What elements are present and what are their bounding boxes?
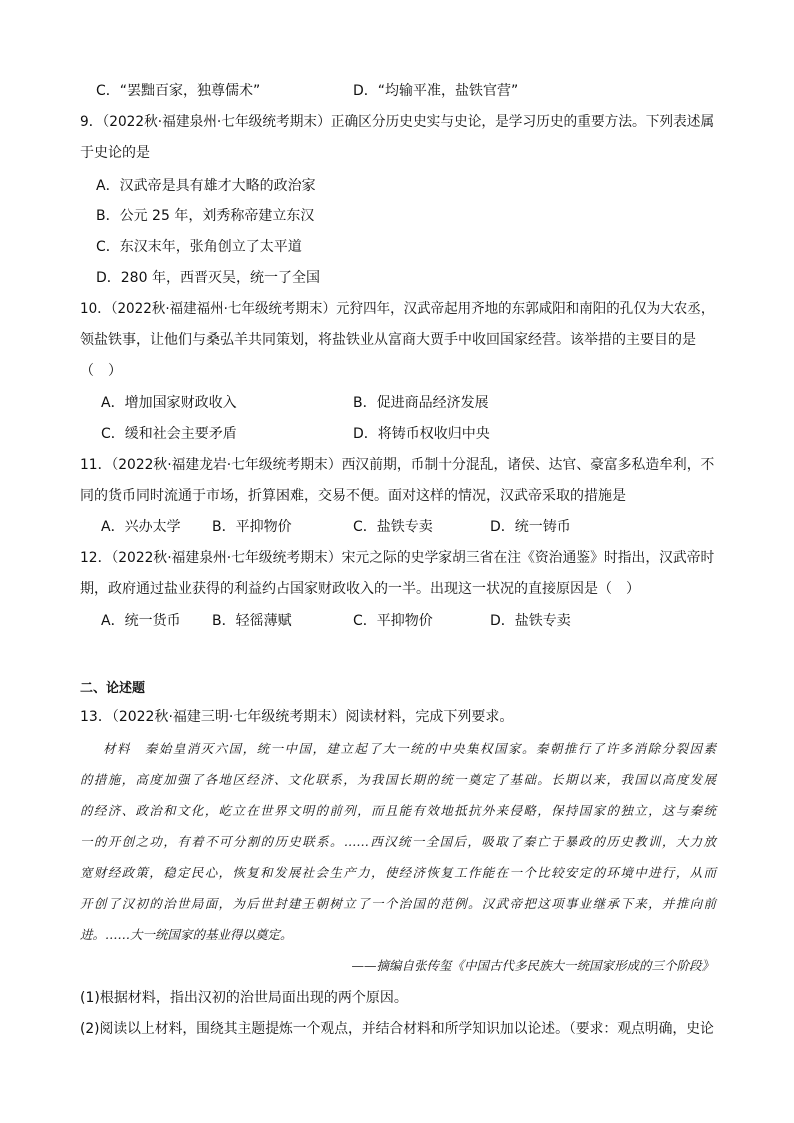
material-line: 一的开创之功，有着不可分割的历史联系。……西汉统一全国后，吸取了秦亡于暴政的历史教训，大力放: [80, 834, 716, 849]
q11-option-c: C．盐铁专卖: [353, 519, 433, 535]
q12-option-d: D．盐铁专卖: [490, 613, 571, 629]
q9-option-a: A．汉武帝是具有雄才大略的政治家: [96, 178, 316, 194]
subquestion-2: (2)阅读以上材料，围绕其主题提炼一个观点，并结合材料和所学知识加以论述。（要求：观点明确，史论: [80, 1021, 714, 1037]
question-12-stem-line1: 12．（2022秋·福建泉州·七年级统考期末）宋元之际的史学家胡三省在注《资治通鉴》时指出，汉武帝时: [80, 550, 715, 566]
q10-option-d: D．将铸币权收归中央: [353, 426, 490, 442]
question-10-stem-line2: 领盐铁事，让他们与桑弘羊共同策划，将盐铁业从富商大贾手中收回国家经营。该举措的主要目的是: [80, 332, 696, 348]
material-line: 宽财经政策，稳定民心，恢复和发展社会生产力，使经济恢复工作能在一个比较安定的环境中进行，从而: [80, 865, 716, 880]
material-line: 材料 秦始皇消灭六国，统一中国，建立起了大一统的中央集权国家。秦朝推行了许多消除分裂因素: [103, 741, 716, 756]
q12-option-b: B．轻徭薄赋: [212, 613, 292, 629]
option-c: C．“罢黜百家，独尊儒术”: [96, 83, 261, 99]
question-13-stem: 13．（2022秋·福建三明·七年级统考期末）阅读材料，完成下列要求。: [80, 709, 514, 725]
question-10-stem-line1: 10．（2022秋·福建福州·七年级统考期末）元狩四年，汉武帝起用齐地的东郭咸阳和南阳的孔仅为大农丞，: [80, 301, 715, 317]
q9-option-c: C．东汉末年，张角创立了太平道: [96, 239, 302, 255]
question-11-stem-line2: 同的货币同时流通于市场，折算困难，交易不便。面对这样的情况，汉武帝采取的措施是: [80, 488, 626, 504]
material-source: ——摘编自张传玺《中国古代多民族大一统国家形成的三个阶段》: [351, 958, 714, 973]
q11-option-a: A．兴办太学: [101, 519, 181, 535]
q12-option-a: A．统一货币: [101, 613, 181, 629]
q12-option-c: C．平抑物价: [353, 613, 433, 629]
material-line: 进。……大一统国家的基业得以奠定。: [80, 927, 293, 942]
q9-option-d: D．280 年，西晋灭吴，统一了全国: [96, 270, 320, 286]
option-d: D．“均输平准，盐铁官营”: [353, 83, 519, 99]
question-11-stem-line1: 11．（2022秋·福建龙岩·七年级统考期末）西汉前期，币制十分混乱，诸侯、达官、豪富多私造牟利，不: [80, 457, 715, 473]
q10-option-b: B．促进商品经济发展: [353, 395, 489, 411]
question-9-stem-line2: 于史论的是: [80, 145, 150, 161]
subquestion-1: (1)根据材料，指出汉初的治世局面出现的两个原因。: [80, 990, 408, 1006]
q11-option-d: D．统一铸币: [490, 519, 571, 535]
question-9-stem-line1: 9．（2022秋·福建泉州·七年级统考期末）正确区分历史史实与史论，是学习历史的重要方法。下列表述属: [80, 114, 715, 130]
question-10-stem-line3: （ ）: [80, 363, 122, 379]
material-line: 开创了汉初的治世局面，为后世封建王朝树立了一个治国的范例。汉武帝把这项事业继承下来，并推向前: [80, 896, 716, 911]
question-12-stem-line2: 期，政府通过盐业获得的利益约占国家财政收入的一半。出现这一状况的直接原因是（ ）: [80, 581, 640, 597]
material-line: 的措施，高度加强了各地区经济、文化联系，为我国长期的统一奠定了基础。长期以来，我国以高度发展: [80, 772, 716, 787]
q10-option-a: A．增加国家财政收入: [101, 395, 237, 411]
q11-option-b: B．平抑物价: [212, 519, 292, 535]
q9-option-b: B．公元 25 年，刘秀称帝建立东汉: [96, 208, 315, 224]
material-line: 的经济、政治和文化，屹立在世界文明的前列，而且能有效地抵抗外来侵略，保持国家的独立，这与秦统: [80, 803, 716, 818]
section-title: 二、论述题: [80, 681, 146, 696]
q10-option-c: C．缓和社会主要矛盾: [101, 426, 237, 442]
